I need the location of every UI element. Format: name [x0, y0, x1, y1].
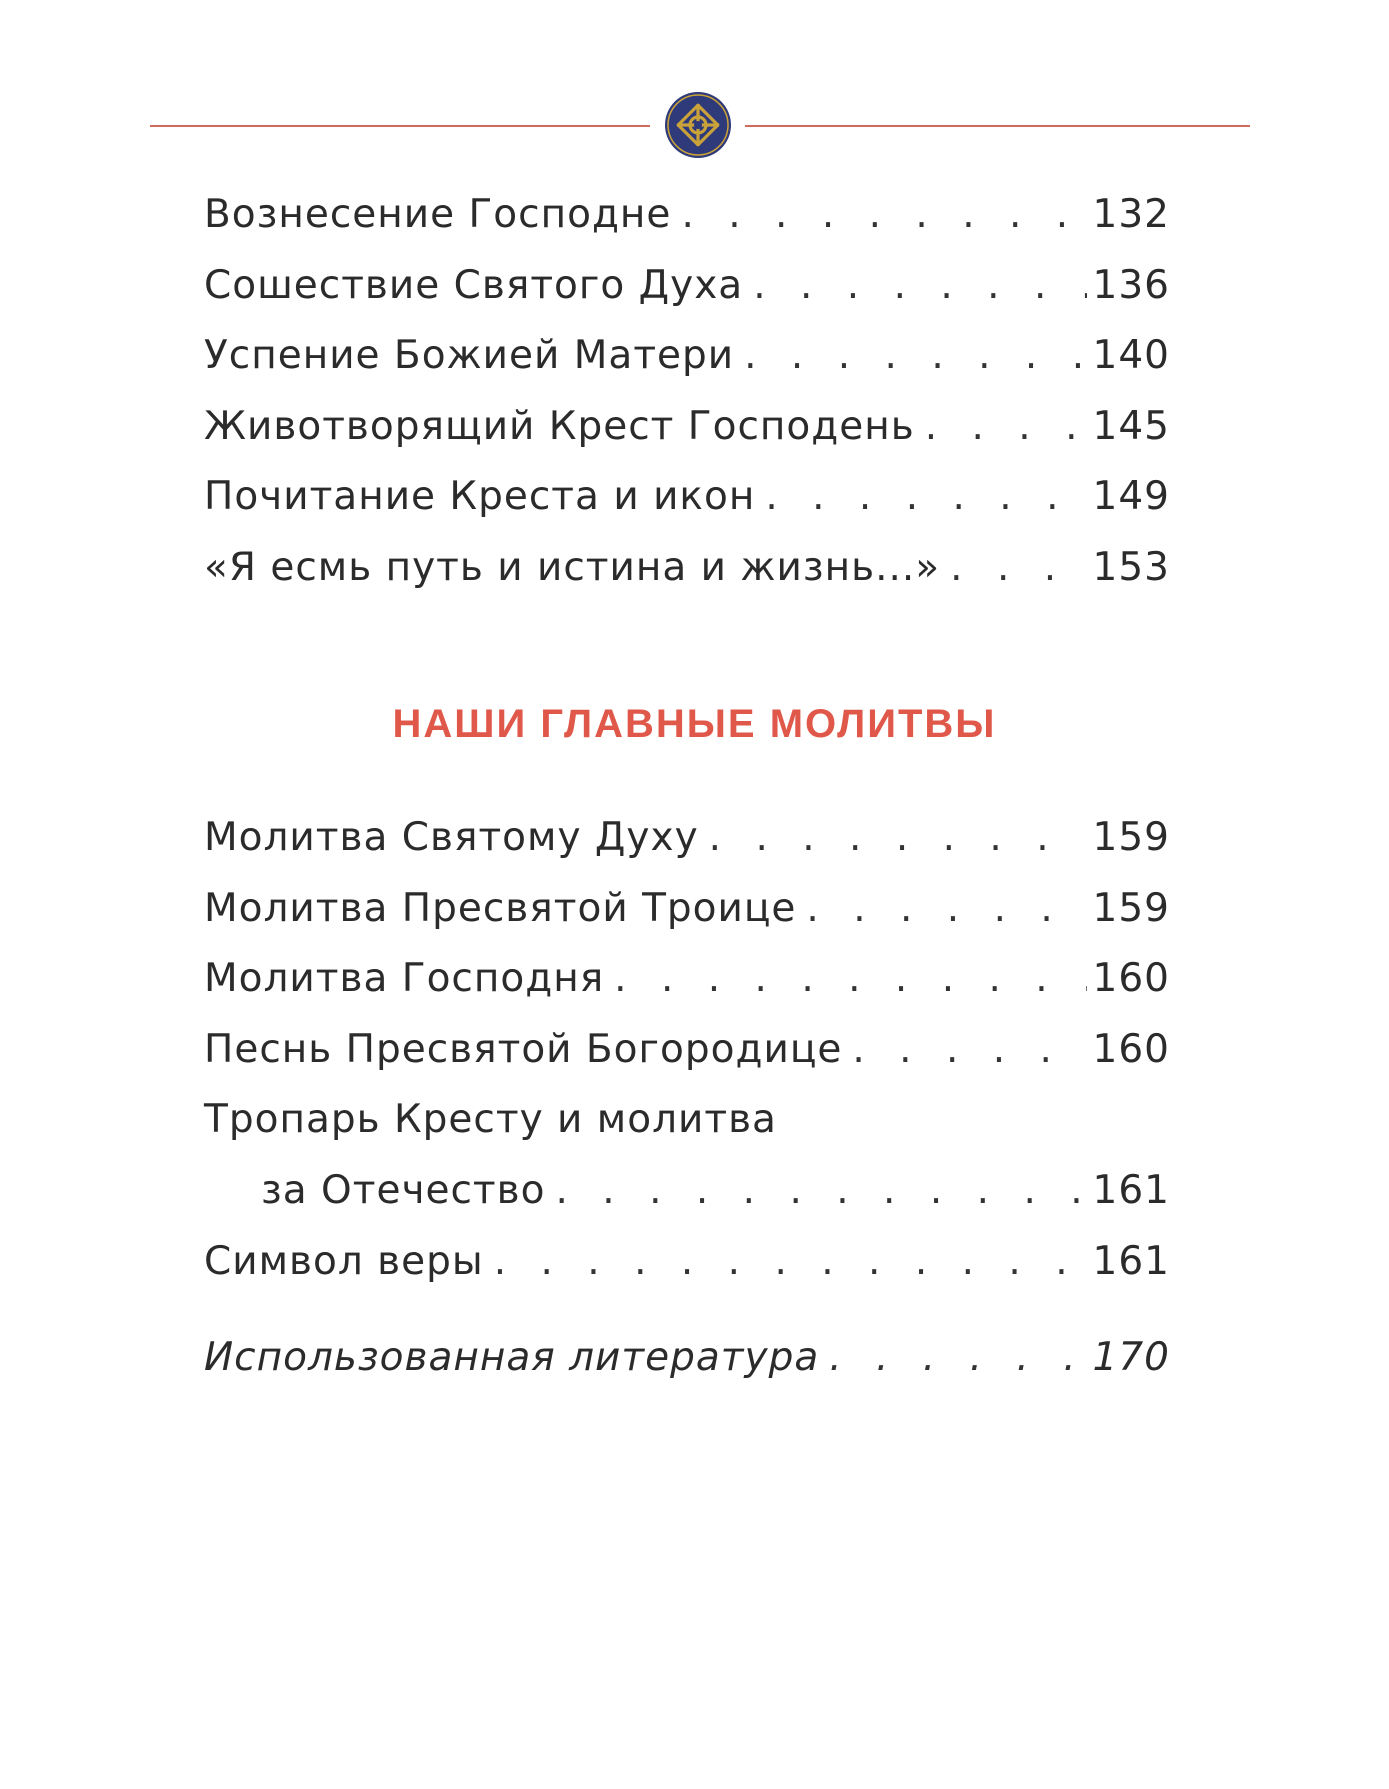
toc-entry[interactable]: [204, 815, 1170, 886]
leader-dots: [744, 333, 1086, 378]
toc-entry-title: Песнь Пресвятой Богородице: [204, 1026, 843, 1072]
toc-entry[interactable]: [204, 545, 1170, 616]
toc-entry-page: 170: [1092, 1335, 1170, 1381]
toc-entry-continuation[interactable]: [204, 1168, 1170, 1239]
header-ornament: [150, 88, 1250, 158]
toc-entry[interactable]: [204, 956, 1170, 1027]
leader-dots: [753, 263, 1086, 308]
leader-dots: [614, 956, 1086, 1001]
toc-entry-first-line[interactable]: [204, 1097, 1170, 1168]
toc-entry-title: Использованная литература: [204, 1335, 820, 1381]
toc-entry[interactable]: [204, 1027, 1170, 1098]
divider-right: [745, 125, 1250, 127]
toc-entry-page: 160: [1092, 1026, 1170, 1072]
leader-dots: [806, 886, 1086, 931]
toc-entry-title: Молитва Святому Духу: [204, 815, 699, 860]
toc-block-feasts: [204, 192, 1170, 616]
leader-dots: [852, 1027, 1086, 1072]
toc-entry-title: Символ веры: [204, 1238, 484, 1284]
leader-dots: [556, 1168, 1087, 1213]
toc-entry-title: Вознесение Господне: [204, 192, 672, 237]
divider-left: [150, 125, 650, 127]
toc-entry-page: 160: [1092, 956, 1170, 1002]
toc-entry-title: «Я есмь путь и истина и жизнь...»: [204, 544, 941, 590]
toc-entry-page: 159: [1092, 885, 1170, 931]
toc-entry-page: 159: [1092, 815, 1170, 860]
toc-entry[interactable]: [204, 263, 1170, 334]
toc-entry-title: Животворящий Крест Господень: [204, 403, 915, 449]
toc-entry[interactable]: [204, 192, 1170, 263]
leader-dots: [681, 192, 1086, 237]
toc-entry-page: 145: [1092, 403, 1170, 449]
leader-dots: [709, 815, 1087, 860]
leader-dots: [829, 1335, 1086, 1380]
toc-entry-literature[interactable]: [204, 1335, 1170, 1406]
celtic-knot-icon: [663, 90, 733, 160]
leader-dots: [765, 474, 1086, 519]
toc-entry[interactable]: [204, 404, 1170, 475]
toc-entry-page: 140: [1092, 333, 1170, 379]
toc-entry[interactable]: [204, 333, 1170, 404]
leader-dots: [494, 1239, 1087, 1284]
toc-entry-title: Успение Божией Матери: [204, 333, 735, 379]
toc-entry-title: Молитва Господня: [204, 956, 605, 1002]
toc-entry-page: 149: [1092, 474, 1170, 520]
toc-entry-title: Сошествие Святого Духа: [204, 262, 744, 308]
toc-entry-page: 161: [1092, 1238, 1170, 1284]
toc-block-prayers: [204, 815, 1170, 1406]
toc-entry[interactable]: [204, 474, 1170, 545]
toc-entry-page: 132: [1092, 192, 1170, 237]
toc-entry-page: 136: [1092, 262, 1170, 308]
toc-entry[interactable]: [204, 886, 1170, 957]
leader-dots: [925, 404, 1087, 449]
toc-entry-title: Молитва Пресвятой Троице: [204, 885, 797, 931]
toc-entry-title: Тропарь Кресту и молитва: [204, 1097, 777, 1143]
toc-entry-page: 153: [1092, 544, 1170, 590]
toc-entry-page: 161: [1092, 1167, 1170, 1213]
leader-dots: [950, 545, 1086, 590]
toc-entry-title-cont: за Отечество: [261, 1167, 546, 1213]
toc-entry[interactable]: [204, 1239, 1170, 1310]
section-heading: НАШИ ГЛАВНЫЕ МОЛИТВЫ: [392, 702, 997, 746]
toc-entry-title: Почитание Креста и икон: [204, 474, 756, 520]
